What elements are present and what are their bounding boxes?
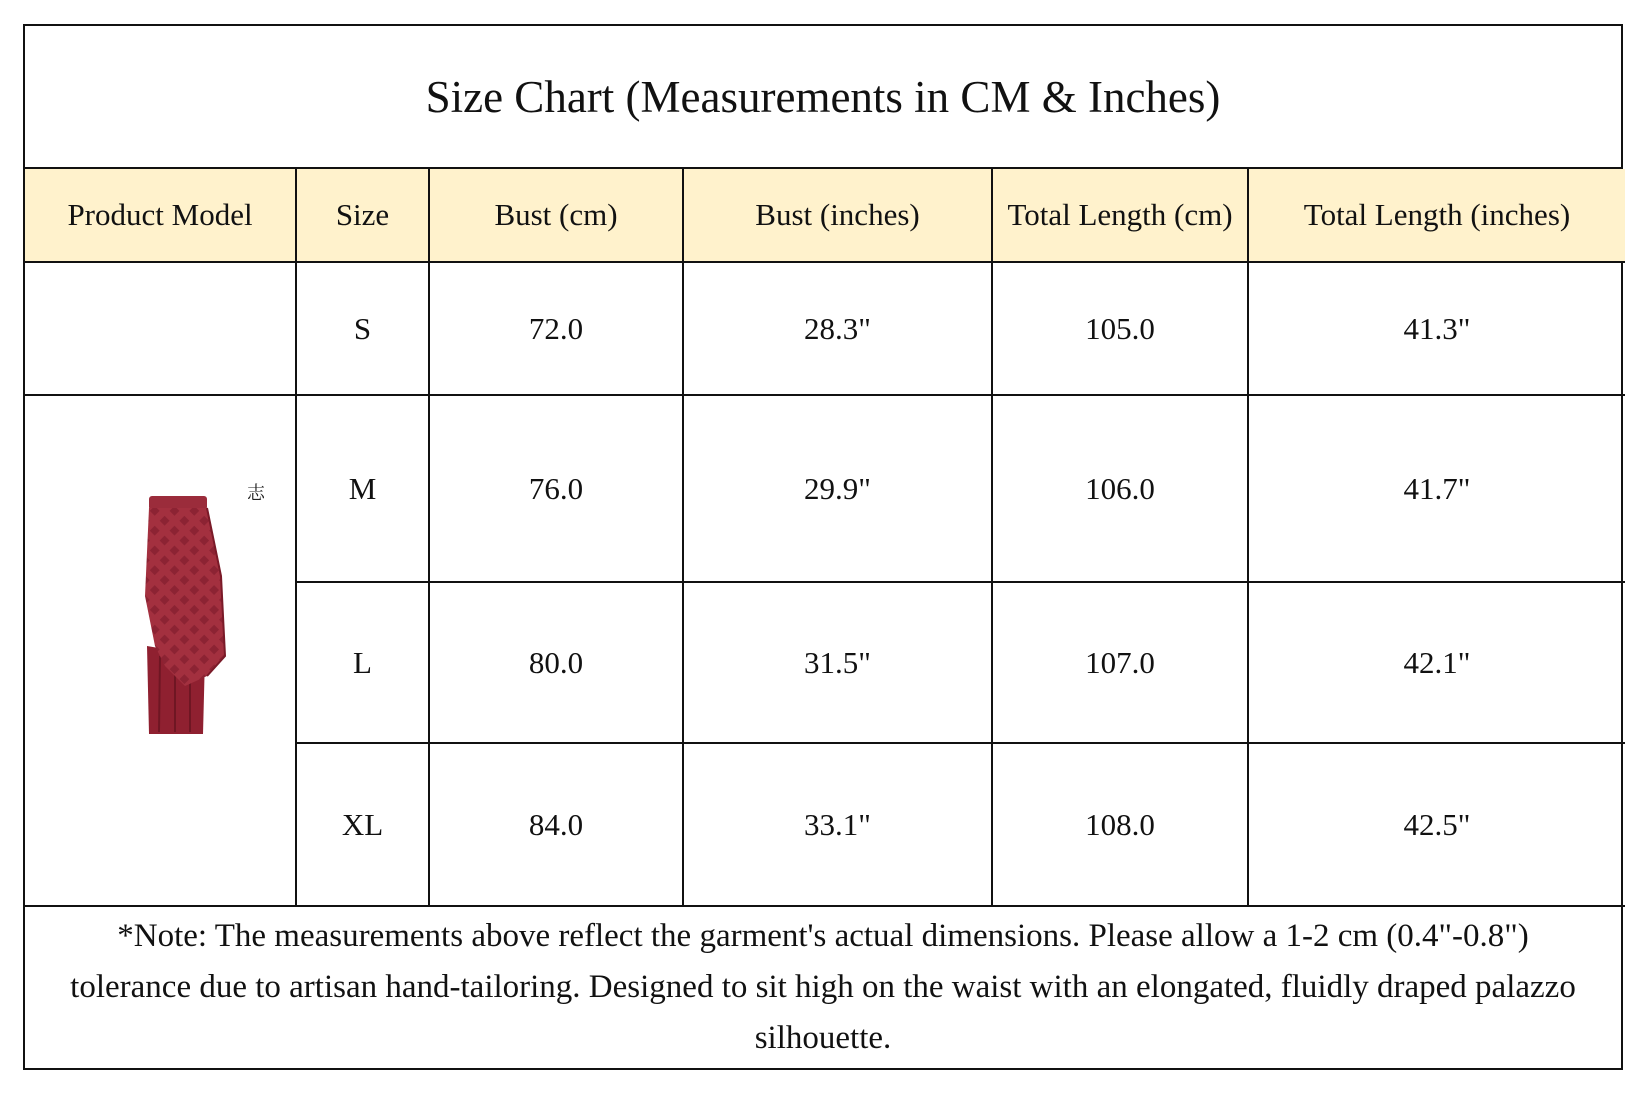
total-length-inches-cell: 41.7" [1248, 395, 1625, 582]
bust-inches-cell: 28.3" [683, 262, 992, 395]
total-length-cm-cell: 107.0 [992, 582, 1248, 743]
size-cell: S [296, 262, 429, 395]
size-chart-title: Size Chart (Measurements in CM & Inches) [25, 26, 1621, 169]
bust-cm-cell: 84.0 [429, 743, 683, 906]
column-header-total-length-inches: Total Length (inches) [1248, 169, 1625, 262]
table-row [25, 262, 1625, 395]
product-model-cell-empty [25, 262, 296, 395]
bust-inches-cell: 29.9" [683, 395, 992, 582]
column-header-total-length-cm: Total Length (cm) [992, 169, 1248, 262]
total-length-cm-cell: 108.0 [992, 743, 1248, 906]
bust-inches-cell: 33.1" [683, 743, 992, 906]
measurement-note: *Note: The measurements above reflect the garment's actual dimensions. Please allow a 1-2 cm (0.4"-0.8") tolerance due to artisan hand-tailoring. Designed to sit high on the waist with an elongated, fluidly draped palazzo silhouette. [70, 918, 1576, 1056]
total-length-cm-cell: 106.0 [992, 395, 1248, 582]
table-row [25, 395, 1625, 582]
column-header-bust-cm: Bust (cm) [429, 169, 683, 262]
total-length-inches-cell: 42.5" [1248, 743, 1625, 906]
size-cell: XL [296, 743, 429, 906]
table-header-row [25, 169, 1625, 262]
size-cell: M [296, 395, 429, 582]
total-length-cm-cell: 105.0 [992, 262, 1248, 395]
column-header-bust-inches: Bust (inches) [683, 169, 992, 262]
column-header-size: Size [296, 169, 429, 262]
bust-cm-cell: 76.0 [429, 395, 683, 582]
column-header-product-model: Product Model [25, 169, 296, 262]
size-cell: L [296, 582, 429, 743]
total-length-inches-cell: 42.1" [1248, 582, 1625, 743]
bust-cm-cell: 80.0 [429, 582, 683, 743]
red-palazzo-trousers-image [125, 496, 275, 741]
product-model-cell [25, 395, 296, 906]
total-length-inches-cell: 41.3" [1248, 262, 1625, 395]
bust-cm-cell: 72.0 [429, 262, 683, 395]
size-chart [23, 24, 1623, 1070]
brand-mark: 志 [247, 483, 265, 503]
bust-inches-cell: 31.5" [683, 582, 992, 743]
size-table [25, 169, 1625, 907]
